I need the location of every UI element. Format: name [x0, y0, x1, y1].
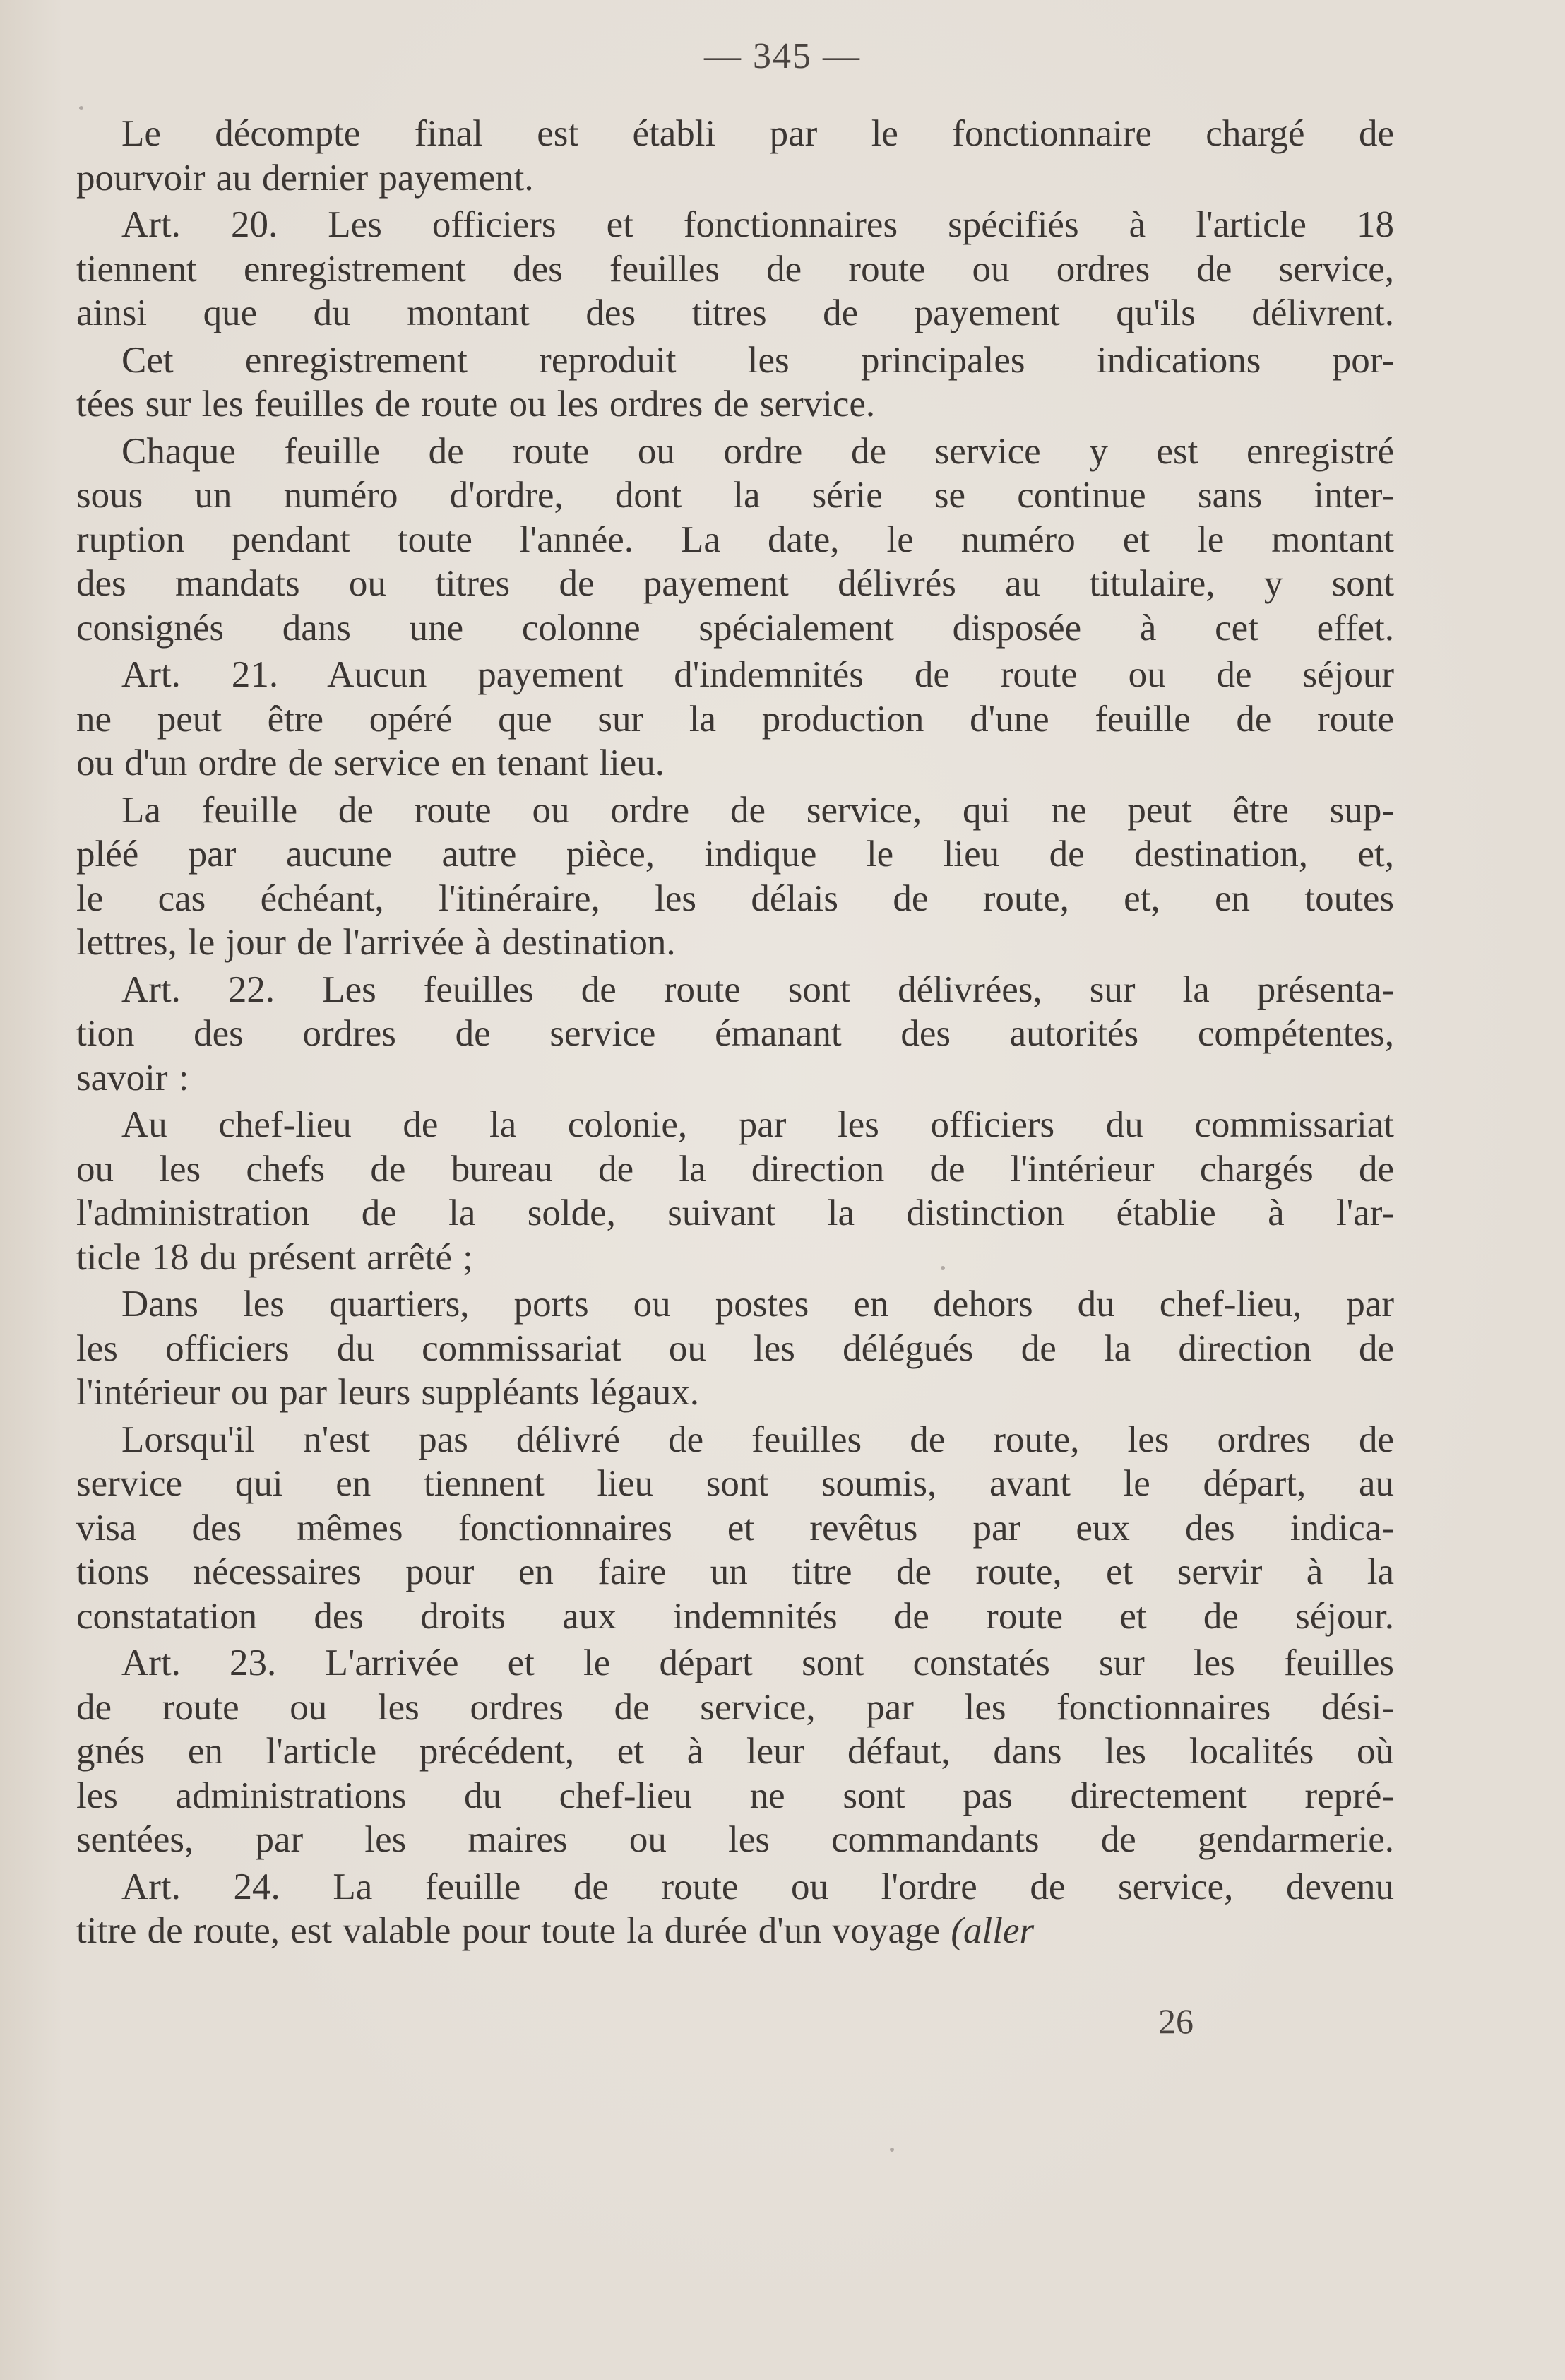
- paragraph-chef-lieu: [76, 1103, 1394, 1279]
- text-line: Lorsqu'il n'est pas délivré de feuilles de route, les ordres de: [121, 1419, 1394, 1460]
- text-line: tions nécessaires pour en faire un titre de route, et servir à la: [76, 1551, 1394, 1592]
- paragraph-enregistrement: [76, 338, 1394, 427]
- text-line: gnés en l'article précédent, et à leur défaut, dans les localités où: [76, 1731, 1394, 1772]
- scan-speck: [890, 2148, 894, 2152]
- paragraph-quartiers: [76, 1282, 1394, 1415]
- text-line: visa des mêmes fonctionnaires et revêtus par eux des indica-: [76, 1507, 1394, 1549]
- text-line: ticle 18 du présent arrêté ;: [76, 1236, 473, 1278]
- text-line: lettres, le jour de l'arrivée à destination.: [76, 922, 676, 963]
- text-line: de route ou les ordres de service, par les fonctionnaires dési-: [76, 1686, 1394, 1728]
- text-line: ruption pendant toute l'année. La date, le numéro et le montant: [76, 519, 1394, 560]
- text-line: les administrations du chef-lieu ne sont pas directement repré-: [76, 1775, 1394, 1816]
- text-line: les officiers du commissariat ou les délégués de la direction de: [76, 1327, 1394, 1369]
- paragraph-article-23: [76, 1641, 1394, 1862]
- text-line-content: titre de route, est valable pour toute la durée d'un voyage: [76, 1910, 941, 1951]
- text-line: Dans les quartiers, ports ou postes en dehors du chef-lieu, par: [121, 1284, 1394, 1325]
- text-line: Art. 24. La feuille de route ou l'ordre de service, devenu: [121, 1866, 1394, 1907]
- text-line: La feuille de route ou ordre de service, qui ne peut être sup-: [121, 789, 1394, 831]
- paragraph-article-22: [76, 968, 1394, 1101]
- paragraph-chaque-feuille: [76, 430, 1394, 651]
- text-line: Cet enregistrement reproduit les principales indications por-: [121, 339, 1394, 381]
- text-line: des mandats ou titres de payement délivrés au titulaire, y sont: [76, 563, 1394, 604]
- text-line: Le décompte final est établi par le fonctionnaire chargé de: [121, 113, 1394, 154]
- text-line: service qui en tiennent lieu sont soumis, avant le départ, au: [76, 1463, 1394, 1504]
- page-number: — 345 —: [704, 36, 861, 76]
- text-line: sous un numéro d'ordre, dont la série se continue sans inter-: [76, 475, 1394, 516]
- text-line: Au chef-lieu de la colonie, par les officiers du commissariat: [121, 1104, 1394, 1145]
- text-line: l'intérieur ou par leurs suppléants légaux.: [76, 1372, 700, 1413]
- text-line: ne peut être opéré que sur la production d'une feuille de route: [76, 698, 1394, 740]
- paragraph-feuille-de-route: [76, 788, 1394, 965]
- signature-mark: 26: [1158, 2001, 1194, 2041]
- text-line: Art. 23. L'arrivée et le départ sont constatés sur les feuilles: [121, 1642, 1394, 1683]
- paragraph-article-21: [76, 653, 1394, 786]
- text-line: Art. 21. Aucun payement d'indemnités de route ou de séjour: [121, 654, 1394, 695]
- paragraph-article-24: [76, 1865, 1394, 1953]
- text-line: [76, 1909, 1394, 1953]
- paragraph-article-20: [76, 203, 1394, 336]
- text-line: pourvoir au dernier payement.: [76, 157, 534, 199]
- text-line: tées sur les feuilles de route ou les ordres de service.: [76, 384, 876, 425]
- text-line: Chaque feuille de route ou ordre de service y est enregistré: [121, 430, 1394, 472]
- body-text: [76, 112, 1394, 1956]
- text-line: constatation des droits aux indemnités de route et de séjour.: [76, 1595, 1394, 1637]
- text-line: sentées, par les maires ou les commandants de gendarmerie.: [76, 1819, 1394, 1860]
- paragraph-decompte: [76, 112, 1394, 200]
- text-line: pléé par aucune autre pièce, indique le lieu de destination, et,: [76, 834, 1394, 875]
- text-line: consignés dans une colonne spécialement disposée à cet effet.: [76, 607, 1394, 649]
- text-line: savoir :: [76, 1057, 189, 1099]
- text-line: ainsi que du montant des titres de payement qu'ils délivrent.: [76, 292, 1394, 333]
- text-line: Art. 22. Les feuilles de route sont délivrées, sur la présenta-: [121, 969, 1394, 1010]
- text-line-continuation: (aller: [951, 1910, 1035, 1951]
- text-line: tiennent enregistrement des feuilles de route ou ordres de service,: [76, 248, 1394, 290]
- scan-speck: [941, 1266, 945, 1270]
- text-line: ou d'un ordre de service en tenant lieu.: [76, 742, 665, 783]
- text-line: ou les chefs de bureau de la direction de l'intérieur chargés de: [76, 1148, 1394, 1190]
- text-line: tion des ordres de service émanant des autorités compétentes,: [76, 1013, 1394, 1054]
- text-line: Art. 20. Les officiers et fonctionnaires spécifiés à l'article 18: [121, 204, 1394, 245]
- paragraph-lorsqu-il: [76, 1418, 1394, 1639]
- text-line: l'administration de la solde, suivant la distinction établie à l'ar-: [76, 1192, 1394, 1233]
- text-line: le cas échéant, l'itinéraire, les délais de route, et, en toutes: [76, 877, 1394, 919]
- scan-speck: [79, 106, 83, 110]
